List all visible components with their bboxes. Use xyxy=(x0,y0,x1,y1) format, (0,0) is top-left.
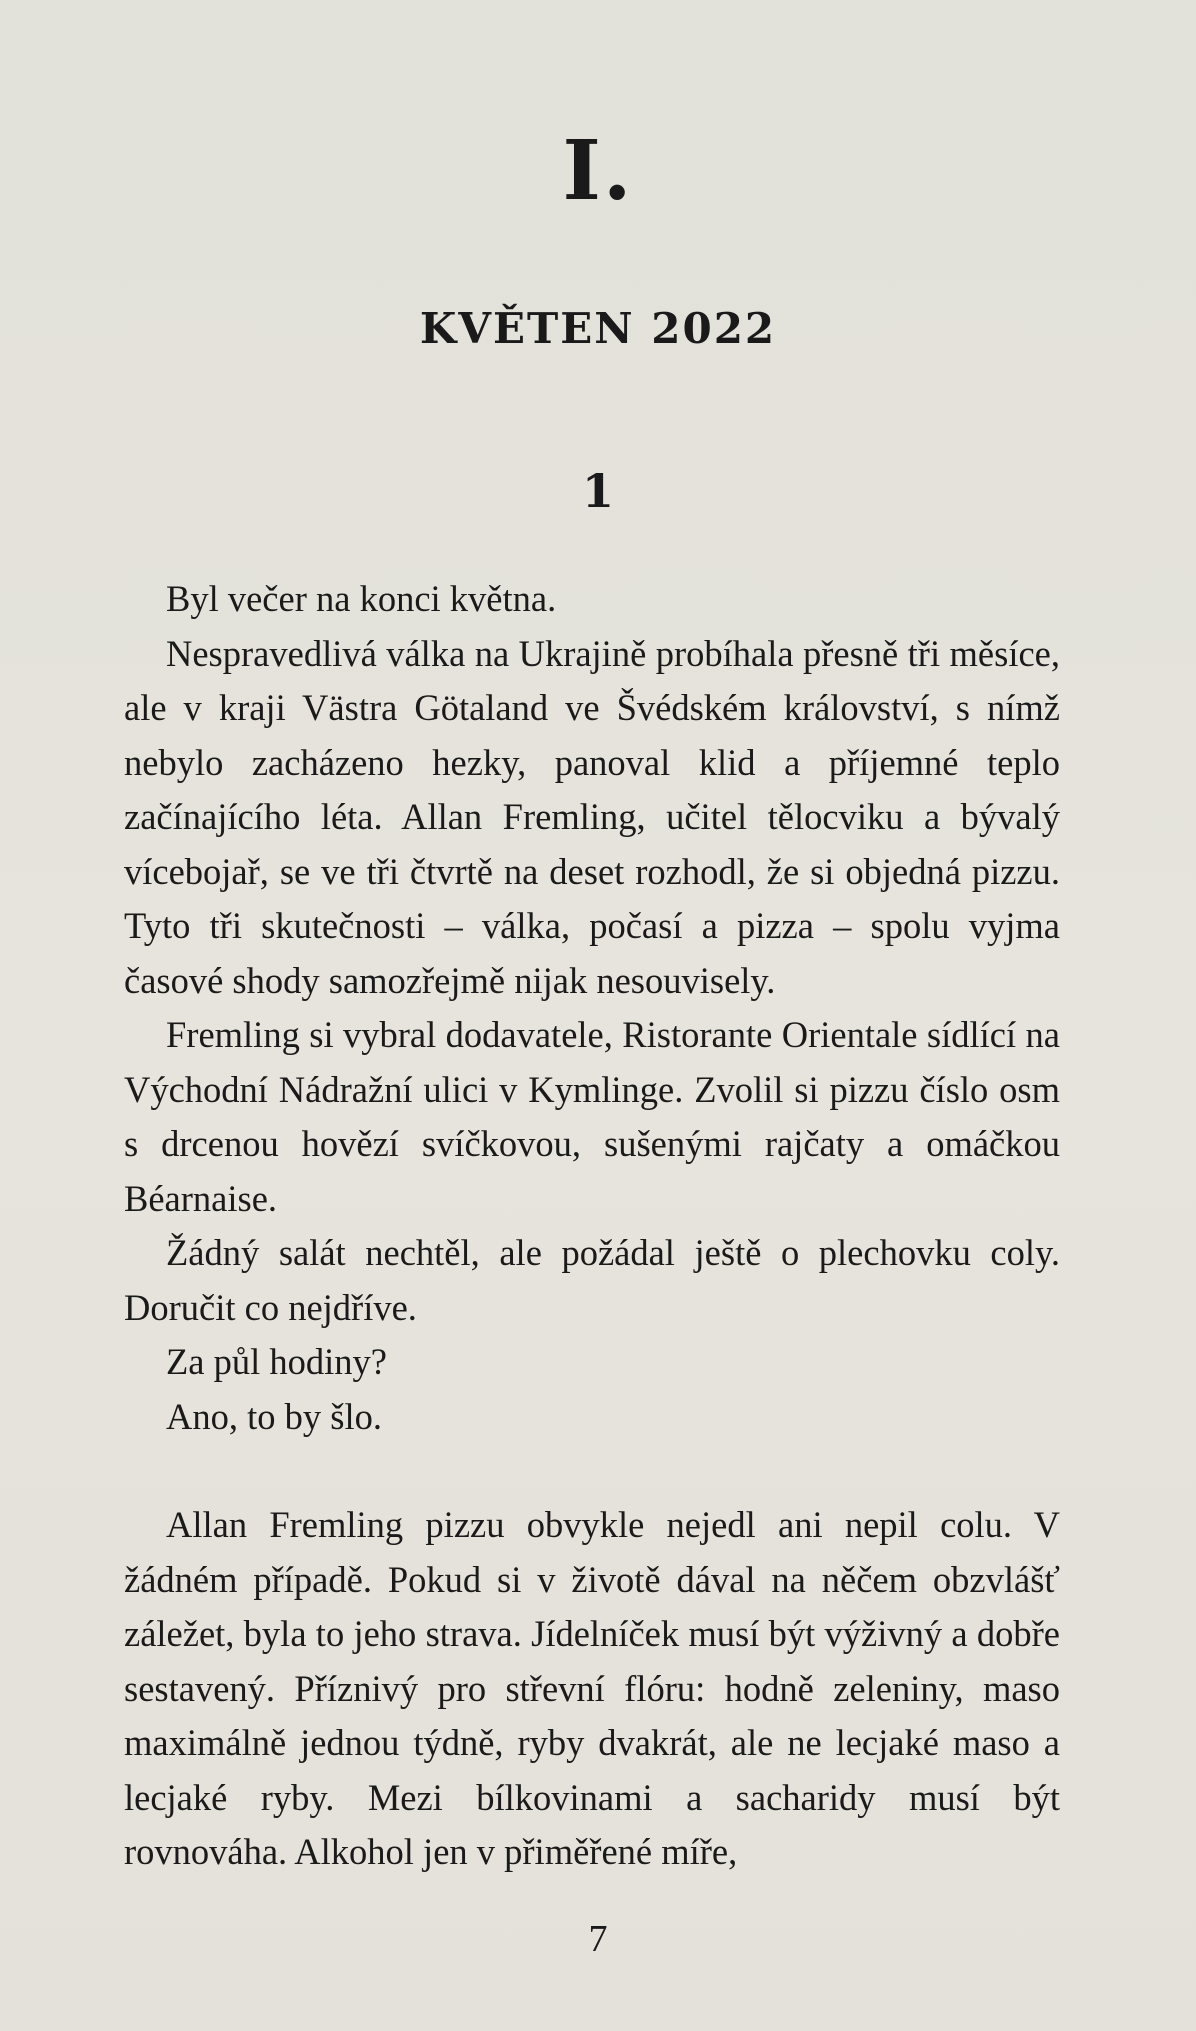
chapter-body xyxy=(124,572,1060,1880)
paragraph: Fremling si vybral dodavatele, Ristorante Orientale sídlící na Východní Nádražní ulici v Kymlinge. Zvolil si pizzu číslo osm s drcenou hovězí svíčkovou, sušenými rajčaty a omáčkou Béarnaise. xyxy=(124,1014,1060,1219)
part-number: I. xyxy=(562,123,634,219)
paragraph: Byl večer na konci května. xyxy=(166,578,557,619)
paragraph: Žádný salát nechtěl, ale požádal ještě o plechovku coly. Doručit co nejdříve. xyxy=(124,1232,1060,1328)
section-break xyxy=(124,1444,1060,1498)
paragraph: Za půl hodiny? xyxy=(166,1341,387,1382)
paragraph: Allan Fremling pizzu obvykle nejedl ani nepil colu. V žádném případě. Pokud si v životě dával na něčem obzvlášť záležet, byla to jeho strava. Jídelníček musí být výživný a dobře sestavený. Příznivý pro střevní flóru: hodně zeleniny, maso maximálně jednou týdně, ryby dvakrát, ale ne lecjaké maso a lecjaké ryby. Mezi bílkovinami a sacharidy musí být rovnováha. Alkohol jen v přiměřené míře, xyxy=(124,1504,1060,1872)
chapter-number: 1 xyxy=(581,464,614,518)
paragraph: Ano, to by šlo. xyxy=(166,1395,382,1437)
paragraph: Nespravedlivá válka na Ukrajině probíhala přesně tři měsíce, ale v kraji Västra Götaland ve Švédském království, s nímž nebylo zacházeno hezky, panoval klid a příjemné teplo začínajícího léta. Allan Fremling, učitel tělocviku a bývalý vícebojař, se ve tři čtvrtě na deset rozhodl, že si objedná pizzu. Tyto tři skutečnosti – válka, počasí a pizza – spolu vyjma časové shody samozřejmě nijak nesouvisely. xyxy=(124,632,1060,1001)
part-title: KVĚTEN 2022 xyxy=(419,304,777,353)
page-number: 7 xyxy=(588,1918,608,1960)
